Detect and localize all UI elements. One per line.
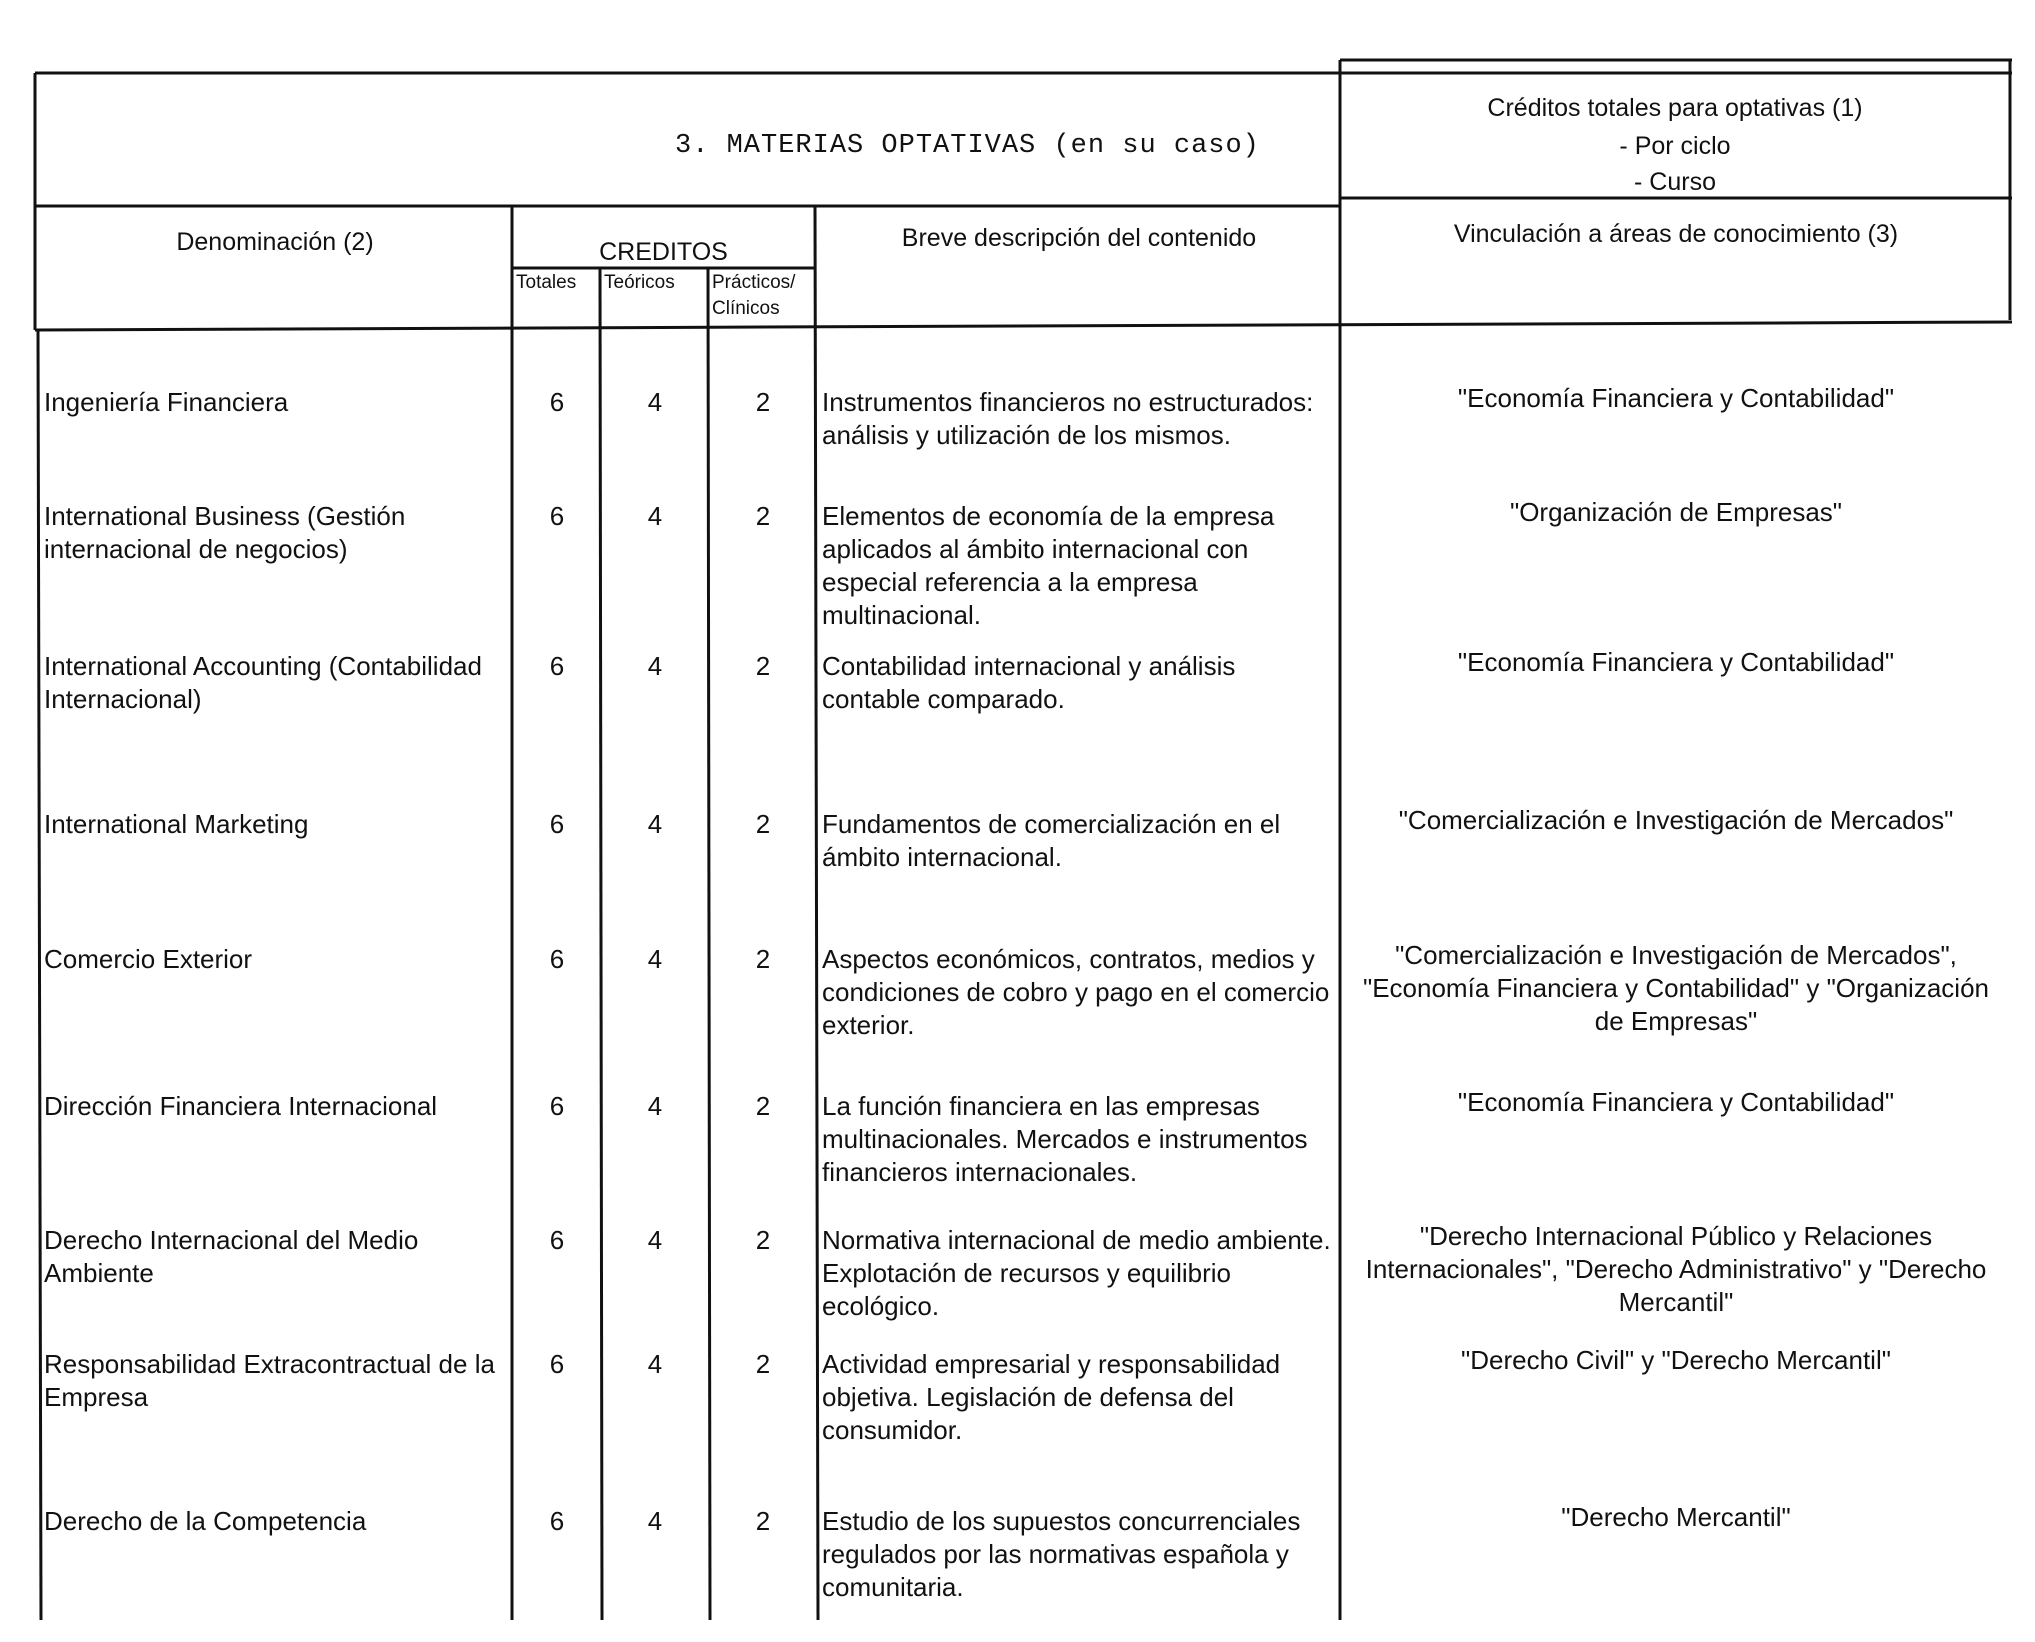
content-description: exterior.: [822, 1010, 915, 1040]
credits-totales: 6: [549, 501, 565, 531]
credits-teoricos: 4: [647, 1225, 663, 1255]
subject-name: Responsabilidad Extracontractual de la: [44, 1349, 495, 1379]
credits-practicos: 2: [755, 944, 771, 974]
content-description: Fundamentos de comercialización en el: [822, 809, 1281, 839]
credits-practicos: 2: [755, 1506, 771, 1536]
header-denominacion: Denominación (2): [176, 228, 374, 256]
knowledge-area: "Economía Financiera y Contabilidad": [1457, 647, 1895, 677]
subject-name: International Accounting (Contabilidad: [44, 651, 482, 681]
credits-totales: 6: [549, 387, 565, 417]
content-description: contable comparado.: [822, 684, 1065, 714]
credits-totales: 6: [549, 1506, 565, 1536]
knowledge-area: Internacionales", "Derecho Administrativo" y "Derecho: [1365, 1254, 1987, 1284]
content-description: multinacionales. Mercados e instrumentos: [822, 1124, 1308, 1154]
credits-teoricos: 4: [647, 944, 663, 974]
header-teoricos: Teóricos: [604, 272, 675, 293]
content-description: Elementos de economía de la empresa: [822, 501, 1275, 531]
content-description: multinacional.: [822, 600, 981, 630]
subject-name: Comercio Exterior: [44, 944, 253, 974]
content-description: Contabilidad internacional y análisis: [822, 651, 1236, 681]
header-creditos: CREDITOS: [599, 238, 728, 266]
content-description: Actividad empresarial y responsabilidad: [822, 1349, 1281, 1379]
content-description: Aspectos económicos, contratos, medios y: [822, 944, 1315, 974]
content-description: objetiva. Legislación de defensa del: [822, 1382, 1234, 1412]
credits-teoricos: 4: [647, 1349, 663, 1379]
section-title: 3. MATERIAS OPTATIVAS (en su caso): [675, 131, 1260, 161]
credits-practicos: 2: [755, 1091, 771, 1121]
subject-name: International Marketing: [44, 809, 309, 839]
subject-name: Empresa: [44, 1382, 149, 1412]
credits-totales: 6: [549, 809, 565, 839]
content-description: especial referencia a la empresa: [822, 567, 1198, 597]
content-description: condiciones de cobro y pago en el comercio: [822, 977, 1330, 1007]
credits-totales: 6: [549, 1091, 565, 1121]
knowledge-area: "Economía Financiera y Contabilidad" y "Organización: [1362, 973, 1989, 1003]
credits-practicos: 2: [755, 651, 771, 681]
credits-teoricos: 4: [647, 1091, 663, 1121]
credits-totales: 6: [549, 651, 565, 681]
content-description: Normativa internacional de medio ambiente.: [822, 1225, 1331, 1255]
credits-practicos: 2: [755, 1225, 771, 1255]
content-description: Explotación de recursos y equilibrio: [822, 1258, 1231, 1288]
content-description: consumidor.: [822, 1415, 963, 1445]
credits-box-line2: - Por ciclo: [1619, 132, 1731, 160]
credits-teoricos: 4: [647, 1506, 663, 1536]
credits-totales: 6: [549, 1349, 565, 1379]
knowledge-area: "Economía Financiera y Contabilidad": [1457, 1087, 1895, 1117]
content-description: ámbito internacional.: [822, 842, 1062, 872]
header-practicos-line1: Prácticos/: [712, 272, 796, 293]
content-description: comunitaria.: [822, 1572, 964, 1602]
knowledge-area: "Comercialización e Investigación de Mercados": [1398, 805, 1954, 835]
credits-practicos: 2: [755, 809, 771, 839]
knowledge-area: "Organización de Empresas": [1509, 497, 1843, 527]
credits-teoricos: 4: [647, 809, 663, 839]
credits-totales: 6: [549, 944, 565, 974]
header-practicos-line2: Clínicos: [712, 298, 780, 319]
subject-name: internacional de negocios): [44, 534, 348, 564]
credits-box-line1: Créditos totales para optativas (1): [1487, 94, 1863, 122]
content-description: Estudio de los supuestos concurrenciales: [822, 1506, 1301, 1536]
subject-name: Dirección Financiera Internacional: [44, 1091, 438, 1121]
knowledge-area: "Derecho Internacional Público y Relaciones: [1419, 1221, 1933, 1251]
content-description: aplicados al ámbito internacional con: [822, 534, 1249, 564]
credits-teoricos: 4: [647, 501, 663, 531]
knowledge-area: de Empresas": [1594, 1006, 1758, 1036]
subject-name: Derecho Internacional del Medio: [44, 1225, 419, 1255]
subject-name: Ingeniería Financiera: [44, 387, 289, 417]
header-totales: Totales: [516, 272, 577, 293]
content-description: La función financiera en las empresas: [822, 1091, 1260, 1121]
knowledge-area: "Comercialización e Investigación de Mercados",: [1395, 940, 1957, 970]
subject-name: Derecho de la Competencia: [44, 1506, 367, 1536]
credits-teoricos: 4: [647, 387, 663, 417]
credits-totales: 6: [549, 1225, 565, 1255]
knowledge-area: "Derecho Civil" y "Derecho Mercantil": [1461, 1345, 1891, 1375]
subject-name: International Business (Gestión: [44, 501, 406, 531]
credits-practicos: 2: [755, 387, 771, 417]
knowledge-area: Mercantil": [1618, 1287, 1734, 1317]
credits-teoricos: 4: [647, 651, 663, 681]
knowledge-area: "Derecho Mercantil": [1561, 1502, 1791, 1532]
content-description: regulados por las normativas española y: [822, 1539, 1289, 1569]
credits-practicos: 2: [755, 501, 771, 531]
credits-practicos: 2: [755, 1349, 771, 1379]
content-description: ecológico.: [822, 1291, 940, 1321]
header-vinculacion: Vinculación a áreas de conocimiento (3): [1453, 220, 1899, 248]
knowledge-area: "Economía Financiera y Contabilidad": [1457, 383, 1895, 413]
content-description: financieros internacionales.: [822, 1157, 1138, 1187]
credits-box-line3: - Curso: [1634, 168, 1716, 196]
header-descripcion: Breve descripción del contenido: [901, 224, 1257, 252]
subject-name: Internacional): [44, 684, 202, 714]
content-description: análisis y utilización de los mismos.: [822, 420, 1231, 450]
content-description: Instrumentos financieros no estructurados:: [822, 387, 1314, 417]
subject-name: Ambiente: [44, 1258, 154, 1288]
